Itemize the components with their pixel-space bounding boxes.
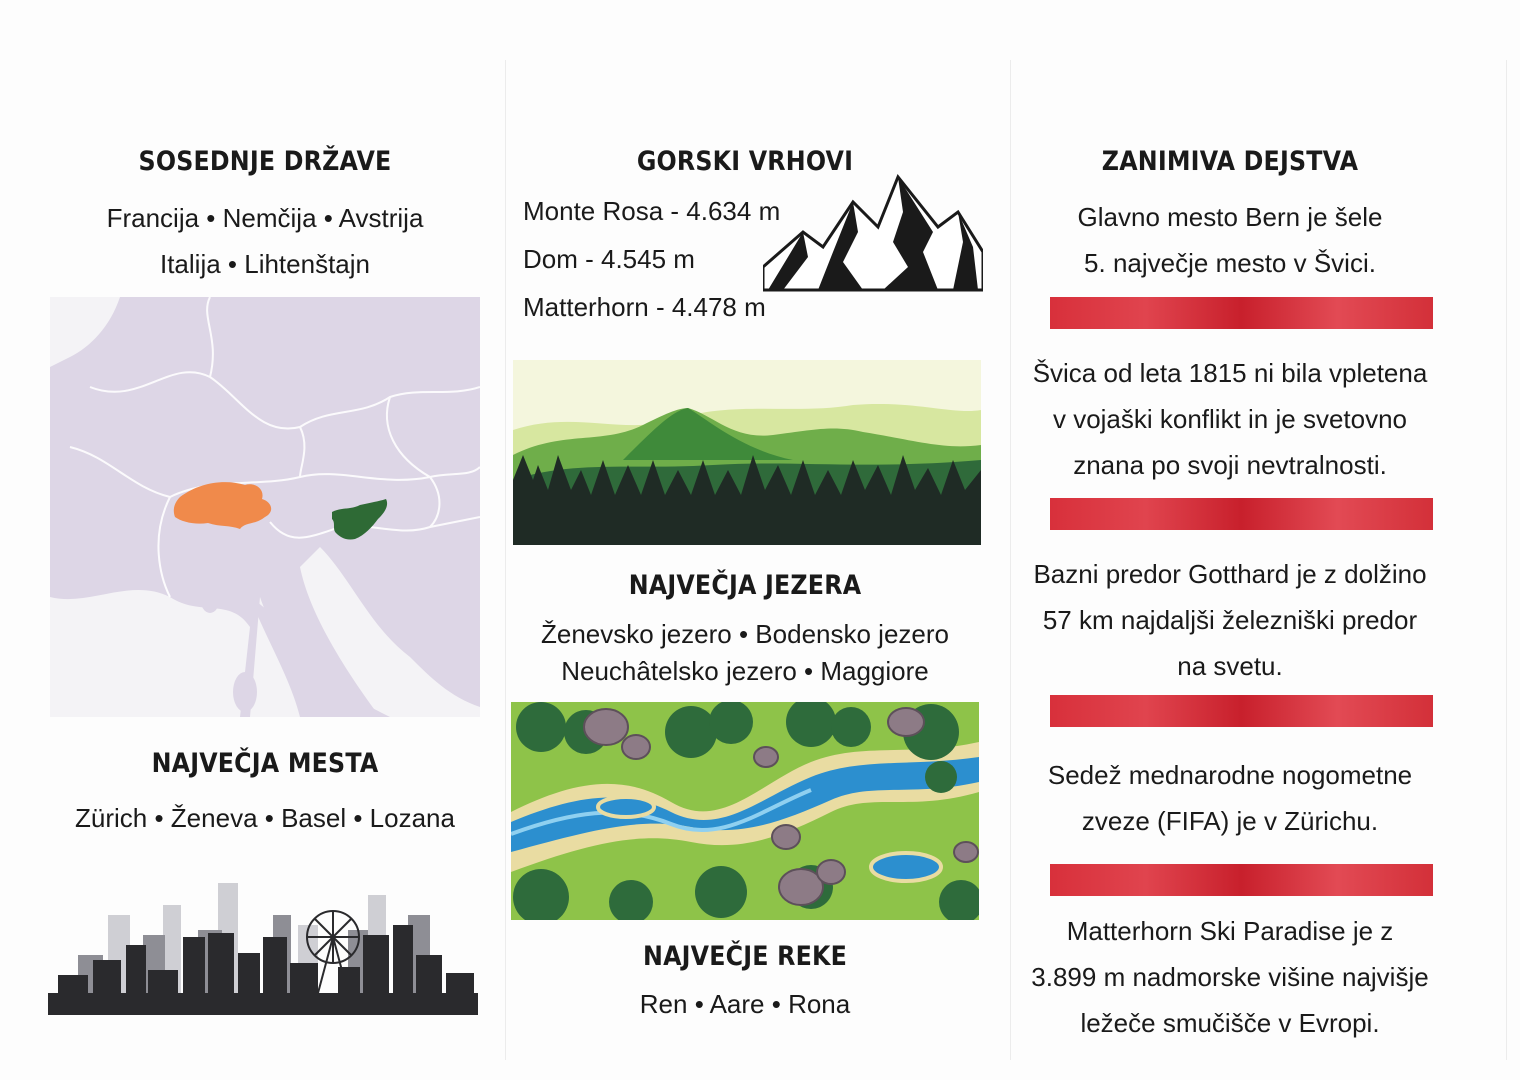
fact-3-line-1: Bazni predor Gotthard je z dolžino: [1033, 559, 1427, 589]
fact-2: [1005, 350, 1455, 488]
divider-bar-4: [1050, 864, 1433, 896]
fact-4-line-1: Sedež mednarodne nogometne: [1047, 760, 1413, 790]
column-peaks-lakes-rivers: [505, 0, 985, 1080]
river-illustration: [511, 702, 979, 920]
fact-3-line-3: na svetu.: [1177, 651, 1283, 681]
lakes-line-1: Ženevsko jezero • Bodensko jezero: [541, 619, 949, 649]
neighbors-title: SOSEDNJE DRŽAVE: [138, 146, 392, 177]
fact-5: [1005, 908, 1455, 1046]
fact-5-line-2: 3.899 m nadmorske višine najvišje: [1031, 962, 1429, 992]
fact-1-line-1: Glavno mesto Bern je šele: [1077, 202, 1383, 232]
fact-3-line-2: 57 km najdaljši železniški predor: [1042, 605, 1418, 635]
column-neighbors-cities: [40, 0, 490, 1080]
rivers-title: NAJVEČJE REKE: [643, 941, 847, 972]
fact-1: [1005, 194, 1455, 286]
fact-4: [1005, 752, 1455, 844]
city-skyline: [48, 875, 478, 1015]
neighbors-line-1: Francija • Nemčija • Avstrija: [106, 203, 424, 233]
divider-bar-2: [1050, 498, 1433, 530]
fact-2-line-1: Švica od leta 1815 ni bila vpletena: [1032, 358, 1428, 388]
cities-title: NAJVEČJA MESTA: [151, 748, 379, 779]
peak-2: Dom - 4.545 m: [523, 244, 695, 274]
lakes-title: NAJVEČJA JEZERA: [628, 570, 862, 601]
divider-bar-1: [1050, 297, 1433, 329]
column-facts: [1005, 0, 1455, 1080]
fact-4-line-2: zveze (FIFA) je v Zürichu.: [1081, 806, 1379, 836]
fact-1-line-2: 5. največje mesto v Švici.: [1084, 248, 1376, 278]
facts-title: ZANIMIVA DEJSTVA: [1101, 146, 1359, 177]
fact-2-line-3: znana po svoji nevtralnosti.: [1073, 450, 1387, 480]
forest-mountains-illustration: [513, 360, 981, 545]
divider-bar-3: [1050, 695, 1433, 727]
fact-3: [1005, 551, 1455, 689]
mountain-peaks-illustration: [763, 172, 983, 297]
neighbors-line-2: Italija • Lihtenštajn: [159, 249, 370, 279]
peaks-title: GORSKI VRHOVI: [636, 146, 854, 177]
fact-5-line-3: ležeče smučišče v Evropi.: [1080, 1008, 1380, 1038]
lakes-line-2: Neuchâtelsko jezero • Maggiore: [561, 656, 929, 686]
page-edge: [1506, 60, 1507, 1060]
rivers-line: Ren • Aare • Rona: [639, 989, 851, 1019]
peak-3: Matterhorn - 4.478 m: [523, 292, 766, 322]
europe-map: [50, 297, 480, 717]
fact-5-line-1: Matterhorn Ski Paradise je z: [1066, 916, 1394, 946]
fact-2-line-2: v vojaški konflikt in je svetovno: [1052, 404, 1408, 434]
cities-line: Zürich • Ženeva • Basel • Lozana: [75, 803, 455, 833]
peak-1: Monte Rosa - 4.634 m: [523, 196, 781, 226]
